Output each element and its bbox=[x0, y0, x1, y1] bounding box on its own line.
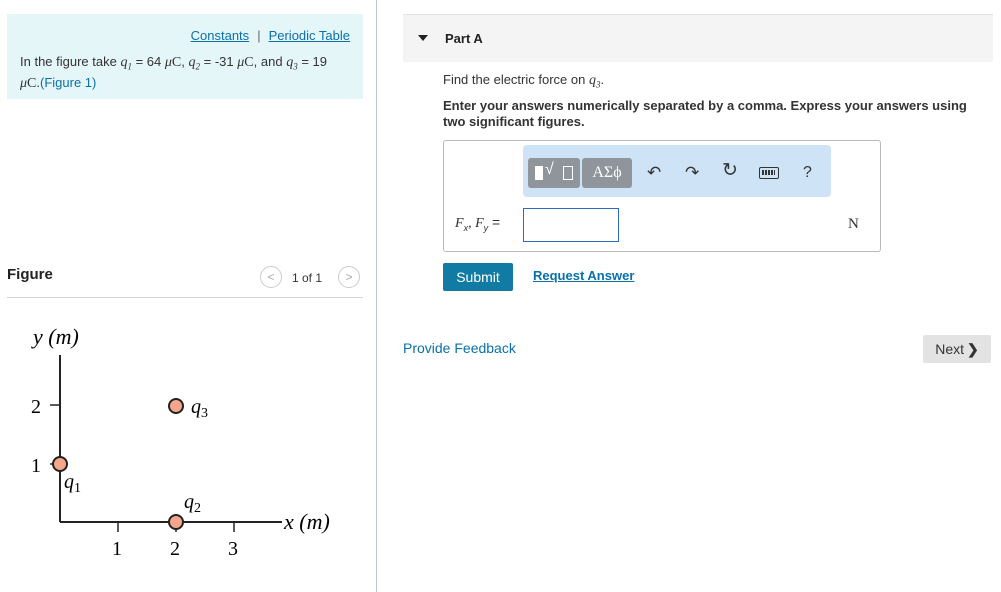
x-tick-label: 2 bbox=[170, 538, 180, 560]
part-title: Part A bbox=[445, 31, 483, 46]
templates-icon[interactable]: √ bbox=[528, 158, 580, 188]
reset-icon[interactable]: ↻ bbox=[722, 160, 738, 181]
question-text: Find the electric force on $q_3$. bbox=[443, 72, 605, 90]
column-divider bbox=[376, 0, 377, 592]
figure-next-button[interactable]: > bbox=[338, 266, 360, 288]
problem-text: In the figure take $q_1 = 64$ μC, $q_2 = -31$ μC, and $q_3 = 19$ μC.(Figure 1) bbox=[20, 54, 327, 91]
help-icon[interactable]: ? bbox=[803, 164, 812, 181]
charge-q3 bbox=[169, 399, 183, 413]
unit-label: N bbox=[848, 216, 859, 232]
answer-input[interactable] bbox=[523, 208, 619, 242]
submit-button[interactable]: Submit bbox=[443, 263, 513, 291]
charge-diagram bbox=[0, 300, 376, 592]
charge-q3-label: $q_3$ bbox=[191, 396, 208, 421]
x-axis-label: x (m) bbox=[284, 509, 330, 534]
request-answer-link[interactable]: Request Answer bbox=[533, 268, 635, 283]
figure-page-indicator: 1 of 1 bbox=[292, 271, 323, 285]
next-button[interactable]: Next ❯ bbox=[923, 335, 991, 363]
figure-title: Figure bbox=[7, 266, 53, 283]
collapse-triangle-icon[interactable] bbox=[418, 35, 428, 41]
greek-letters-icon[interactable]: ΑΣϕ bbox=[582, 158, 632, 188]
part-a-header[interactable] bbox=[403, 14, 993, 62]
y-tick-label: 2 bbox=[31, 396, 41, 418]
problem-statement-box bbox=[7, 14, 363, 99]
left-column bbox=[0, 0, 376, 592]
redo-icon[interactable]: ↷ bbox=[685, 163, 700, 182]
resource-links bbox=[191, 28, 350, 43]
periodic-table-link[interactable]: Periodic Table bbox=[268, 28, 350, 43]
answer-box bbox=[443, 140, 881, 252]
figure-header bbox=[7, 265, 363, 298]
math-toolbar bbox=[523, 145, 831, 197]
keyboard-icon[interactable] bbox=[759, 167, 779, 179]
answer-instructions: Enter your answers numerically separated by a comma. Express your answers using two significant figures. bbox=[443, 98, 967, 129]
x-tick-label: 1 bbox=[112, 538, 122, 560]
x-tick-label: 3 bbox=[228, 538, 238, 560]
charge-q1-label: $q_1$ bbox=[64, 471, 81, 496]
chevron-right-icon: ❯ bbox=[967, 341, 979, 357]
charge-q1 bbox=[53, 457, 67, 471]
charge-q2-label: $q_2$ bbox=[184, 491, 201, 516]
provide-feedback-link[interactable]: Provide Feedback bbox=[403, 340, 516, 356]
figure-1-link[interactable]: (Figure 1) bbox=[40, 74, 97, 90]
y-axis-label: y (m) bbox=[33, 324, 79, 349]
undo-icon[interactable]: ↶ bbox=[647, 163, 662, 182]
y-tick-label: 1 bbox=[31, 455, 41, 477]
charge-q2 bbox=[169, 515, 183, 529]
constants-link[interactable]: Constants bbox=[190, 28, 250, 43]
answer-label: $F_x$, $F_y$ = bbox=[455, 214, 501, 233]
figure-prev-button[interactable]: < bbox=[260, 266, 282, 288]
link-separator: | bbox=[257, 28, 261, 43]
